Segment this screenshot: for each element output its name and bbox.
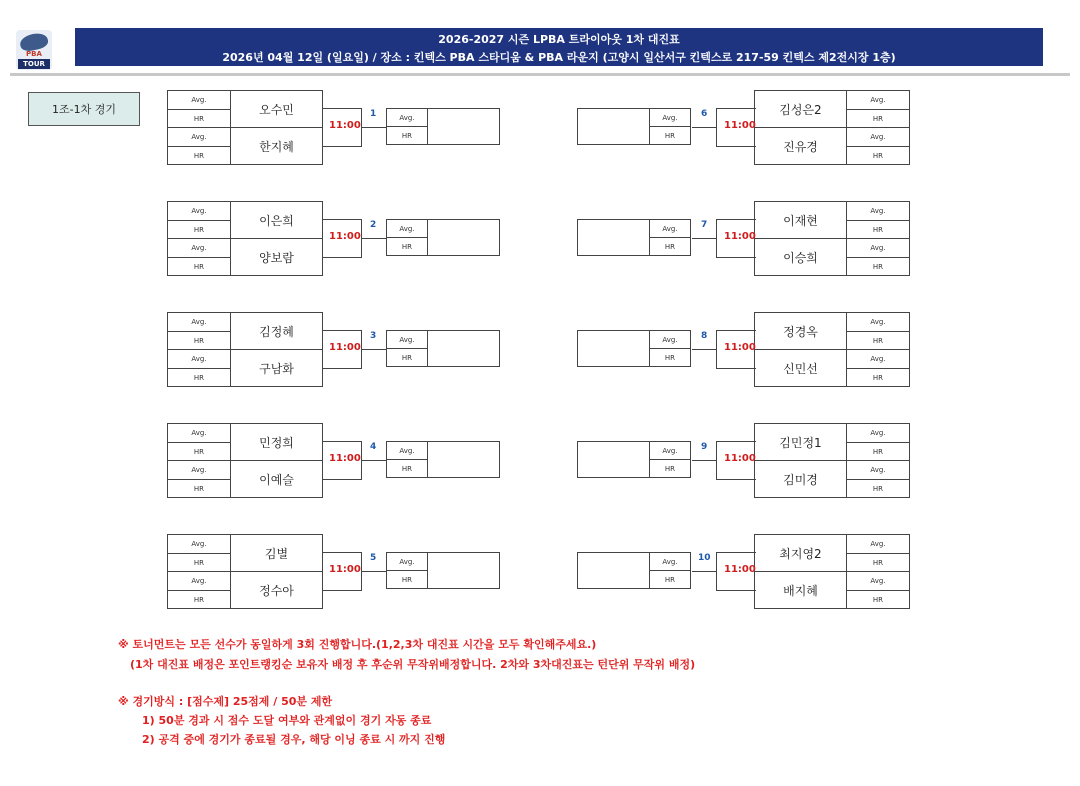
- bracket-connector: [716, 479, 756, 480]
- player-name: 김정혜: [230, 312, 323, 350]
- bracket-connector: [362, 349, 387, 350]
- note-line-3: ※ 경기방식 : [점수제] 25점제 / 50분 제한: [118, 695, 333, 708]
- match-number: 9: [701, 442, 708, 452]
- player-name: 진유경: [754, 127, 847, 165]
- winner-name-slot: [577, 219, 650, 256]
- group-label: 1조-1차 경기: [28, 92, 140, 126]
- winner-name-slot: [427, 441, 500, 478]
- player-hr-label: HR: [846, 257, 910, 277]
- player-hr-label: HR: [167, 553, 231, 573]
- bracket-connector: [322, 108, 362, 109]
- note-line-2: (1차 대진표 배정은 포인트랭킹순 보유자 배정 후 후순위 무작위배정합니다. 2차와 3차대진표는 턴단위 무작위 배정): [130, 658, 696, 671]
- bracket-connector: [692, 238, 717, 239]
- match-time: 11:00: [329, 231, 361, 242]
- match-time: 11:00: [724, 231, 756, 242]
- winner-avg-label: Avg.: [386, 330, 428, 349]
- player-hr-label: HR: [846, 220, 910, 240]
- header-divider: [10, 73, 1070, 76]
- bracket-connector: [716, 146, 756, 147]
- player-avg-label: Avg.: [167, 423, 231, 443]
- player-name: 양보람: [230, 238, 323, 276]
- winner-name-slot: [427, 330, 500, 367]
- match-time: 11:00: [724, 564, 756, 575]
- player-hr-label: HR: [167, 368, 231, 388]
- player-hr-label: HR: [167, 590, 231, 610]
- player-avg-label: Avg.: [846, 571, 910, 591]
- match-number: 10: [698, 553, 711, 563]
- player-name: 최지영2: [754, 534, 847, 572]
- winner-hr-label: HR: [386, 348, 428, 367]
- player-hr-label: HR: [167, 146, 231, 166]
- player-avg-label: Avg.: [846, 201, 910, 221]
- winner-avg-label: Avg.: [386, 441, 428, 460]
- note-line-1: ※ 토너먼트는 모든 선수가 동일하게 3회 진행합니다.(1,2,3차 대진표 시간을 모두 확인해주세요.): [118, 638, 597, 651]
- player-avg-label: Avg.: [167, 534, 231, 554]
- player-avg-label: Avg.: [167, 349, 231, 369]
- bracket-connector: [716, 368, 756, 369]
- player-avg-label: Avg.: [167, 238, 231, 258]
- player-hr-label: HR: [846, 553, 910, 573]
- bracket-connector: [322, 219, 362, 220]
- match-number: 6: [701, 109, 708, 119]
- player-name: 민정희: [230, 423, 323, 461]
- player-avg-label: Avg.: [846, 423, 910, 443]
- match-time: 11:00: [724, 342, 756, 353]
- player-avg-label: Avg.: [846, 238, 910, 258]
- winner-name-slot: [577, 441, 650, 478]
- player-avg-label: Avg.: [846, 460, 910, 480]
- player-hr-label: HR: [167, 331, 231, 351]
- winner-name-slot: [577, 330, 650, 367]
- winner-avg-label: Avg.: [649, 441, 691, 460]
- winner-hr-label: HR: [386, 237, 428, 256]
- player-avg-label: Avg.: [846, 312, 910, 332]
- winner-hr-label: HR: [386, 126, 428, 145]
- bracket-connector: [322, 441, 362, 442]
- winner-avg-label: Avg.: [649, 219, 691, 238]
- match-time: 11:00: [724, 120, 756, 131]
- bracket-connector: [692, 571, 717, 572]
- player-name: 이승희: [754, 238, 847, 276]
- match-time: 11:00: [329, 120, 361, 131]
- player-name: 오수민: [230, 90, 323, 128]
- match-number: 5: [370, 553, 377, 563]
- bracket-connector: [362, 571, 387, 572]
- player-hr-label: HR: [167, 442, 231, 462]
- bracket-connector: [692, 460, 717, 461]
- winner-avg-label: Avg.: [386, 219, 428, 238]
- bracket-connector: [716, 441, 756, 442]
- match-number: 4: [370, 442, 377, 452]
- bracket-connector: [322, 368, 362, 369]
- player-avg-label: Avg.: [846, 534, 910, 554]
- winner-name-slot: [427, 108, 500, 145]
- bracket-connector: [322, 257, 362, 258]
- winner-hr-label: HR: [386, 459, 428, 478]
- player-avg-label: Avg.: [167, 571, 231, 591]
- player-name: 김별: [230, 534, 323, 572]
- player-name: 배지혜: [754, 571, 847, 609]
- player-hr-label: HR: [167, 257, 231, 277]
- player-name: 신민선: [754, 349, 847, 387]
- match-number: 2: [370, 220, 377, 230]
- winner-name-slot: [427, 219, 500, 256]
- winner-avg-label: Avg.: [386, 108, 428, 127]
- winner-avg-label: Avg.: [649, 552, 691, 571]
- match-number: 1: [370, 109, 377, 119]
- page-title: 2026-2027 시즌 LPBA 트라이아웃 1차 대진표: [438, 33, 680, 46]
- match-time: 11:00: [329, 342, 361, 353]
- player-hr-label: HR: [846, 479, 910, 499]
- player-avg-label: Avg.: [167, 201, 231, 221]
- bracket-connector: [716, 108, 756, 109]
- winner-avg-label: Avg.: [649, 330, 691, 349]
- bracket-connector: [362, 238, 387, 239]
- player-name: 이재현: [754, 201, 847, 239]
- bracket-connector: [716, 552, 756, 553]
- player-hr-label: HR: [846, 109, 910, 129]
- note-line-4: 1) 50분 경과 시 점수 도달 여부와 관계없이 경기 자동 종료: [142, 714, 432, 727]
- match-number: 7: [701, 220, 708, 230]
- bracket-connector: [362, 127, 387, 128]
- player-avg-label: Avg.: [167, 460, 231, 480]
- match-number: 3: [370, 331, 377, 341]
- bracket-connector: [322, 330, 362, 331]
- winner-name-slot: [427, 552, 500, 589]
- player-avg-label: Avg.: [167, 312, 231, 332]
- bracket-connector: [322, 146, 362, 147]
- note-line-5: 2) 공격 중에 경기가 종료될 경우, 해당 이닝 종료 시 까지 진행: [142, 733, 446, 746]
- pba-tour-logo: [16, 30, 52, 70]
- match-time: 11:00: [724, 453, 756, 464]
- winner-hr-label: HR: [649, 459, 691, 478]
- bracket-connector: [692, 127, 717, 128]
- player-name: 김미경: [754, 460, 847, 498]
- winner-avg-label: Avg.: [386, 552, 428, 571]
- player-avg-label: Avg.: [846, 90, 910, 110]
- player-avg-label: Avg.: [167, 90, 231, 110]
- bracket-connector: [692, 349, 717, 350]
- match-number: 8: [701, 331, 708, 341]
- winner-hr-label: HR: [649, 348, 691, 367]
- player-hr-label: HR: [846, 146, 910, 166]
- player-avg-label: Avg.: [846, 349, 910, 369]
- bracket-connector: [716, 590, 756, 591]
- bracket-connector: [716, 257, 756, 258]
- player-name: 한지혜: [230, 127, 323, 165]
- winner-hr-label: HR: [649, 237, 691, 256]
- player-avg-label: Avg.: [846, 127, 910, 147]
- logo-tour-text: TOUR: [18, 59, 50, 69]
- winner-hr-label: HR: [386, 570, 428, 589]
- bracket-connector: [322, 590, 362, 591]
- player-name: 구남화: [230, 349, 323, 387]
- bracket-connector: [322, 479, 362, 480]
- bracket-connector: [322, 552, 362, 553]
- winner-name-slot: [577, 108, 650, 145]
- page-subtitle: 2026년 04월 12일 (일요일) / 장소 : 킨텍스 PBA 스타디움 & PBA 라운지 (고양시 일산서구 킨텍스로 217-59 킨텍스 제2전시장 1층): [222, 51, 896, 64]
- player-name: 이예슬: [230, 460, 323, 498]
- bracket-connector: [716, 330, 756, 331]
- winner-hr-label: HR: [649, 126, 691, 145]
- bracket-connector: [716, 219, 756, 220]
- player-hr-label: HR: [167, 109, 231, 129]
- player-hr-label: HR: [846, 331, 910, 351]
- player-name: 김민정1: [754, 423, 847, 461]
- match-time: 11:00: [329, 564, 361, 575]
- player-hr-label: HR: [846, 442, 910, 462]
- bracket-connector: [362, 460, 387, 461]
- match-time: 11:00: [329, 453, 361, 464]
- player-name: 김성은2: [754, 90, 847, 128]
- winner-hr-label: HR: [649, 570, 691, 589]
- player-name: 정경옥: [754, 312, 847, 350]
- winner-avg-label: Avg.: [649, 108, 691, 127]
- logo-pba-text: PBA: [26, 50, 42, 58]
- player-name: 이은희: [230, 201, 323, 239]
- player-hr-label: HR: [846, 368, 910, 388]
- page-header: [75, 28, 1043, 66]
- player-name: 정수아: [230, 571, 323, 609]
- player-hr-label: HR: [846, 590, 910, 610]
- player-hr-label: HR: [167, 479, 231, 499]
- winner-name-slot: [577, 552, 650, 589]
- player-hr-label: HR: [167, 220, 231, 240]
- player-avg-label: Avg.: [167, 127, 231, 147]
